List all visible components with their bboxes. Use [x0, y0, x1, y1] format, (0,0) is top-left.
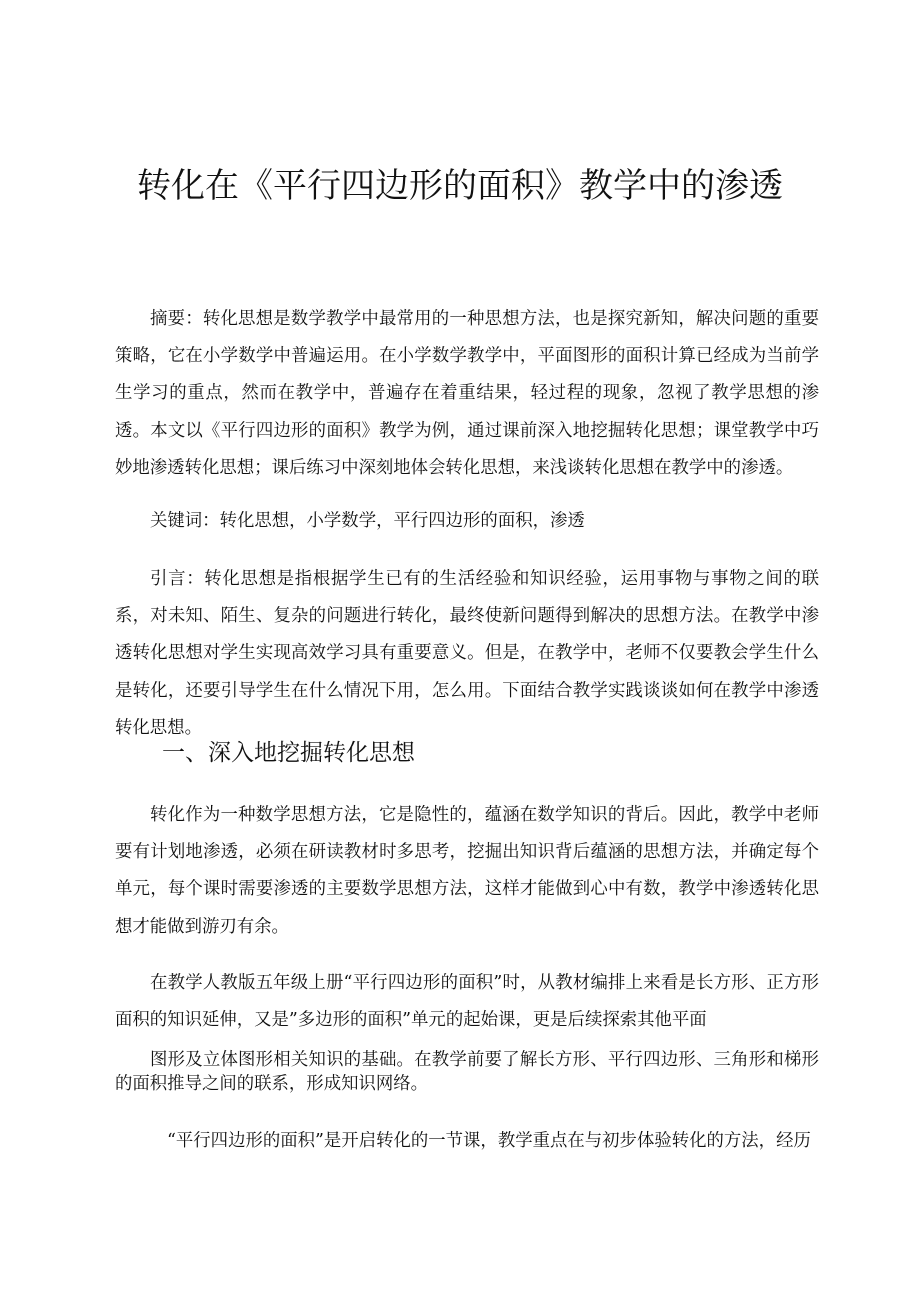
section1-paragraph-1: 转化作为一种数学思想方法，它是隐性的，蕴涵在数学知识的背后。因此，教学中老师要有计划地渗透，必须在研读教材时多思考，挖掘出知识背后蕴涵的思想方法，并确定每个单元，每个课时需要渗透的主要数学思想方法，这样才能做到心中有数，教学中渗透转化思想才能做到游刃有余。 [115, 805, 819, 937]
abstract-paragraph: 摘要：转化思想是数学教学中最常用的一种思想方法，也是探究新知，解决问题的重要策略，它在小学数学中普遍运用。在小学数学教学中，平面图形的面积计算已经成为当前学生学习的重点，然而在教学中，普遍存在着重结果，轻过程的现象，忽视了教学思想的渗透。本文以《平行四边形的面积》教学为例，通过课前深入地挖掘转化思想；课堂教学中巧妙地渗透转化思想；课后练习中深刻地体会转化思想，来浅谈转化思想在教学中的渗透。 [115, 309, 819, 478]
section-heading-1: 一、深入地挖掘转化思想 [162, 740, 415, 766]
document-title: 转化在《平行四边形的面积》教学中的渗透 [137, 166, 783, 206]
section1-paragraph-3: 图形及立体图形相关知识的基础。在教学前要了解长方形、平行四边形、三角形和梯形的面积推导之间的联系，形成知识网络。 [115, 1050, 819, 1094]
intro-paragraph: 引言：转化思想是指根据学生已有的生活经验和知识经验，运用事物与事物之间的联系，对未知、陌生、复杂的问题进行转化，最终使新问题得到解决的思想方法。在教学中渗透转化思想对学生实现高效学习具有重要意义。但是，在教学中，老师不仅要教会学生什么是转化，还要引导学生在什么情况下用，怎么用。下面结合教学实践谈谈如何在教学中渗透转化思想。 [115, 569, 819, 738]
section1-paragraph-4: “平行四边形的面积”是开启转化的一节课，教学重点在与初步体验转化的方法，经历 [167, 1131, 811, 1151]
section1-paragraph-2: 在教学人教版五年级上册“平行四边形的面积”时，从教材编排上来看是长方形、正方形面积的知识延伸，又是”多边形的面积”单元的起始课，更是后续探索其他平面 [115, 973, 819, 1031]
keywords-paragraph: 关键词：转化思想，小学数学，平行四边形的面积，渗透 [150, 511, 585, 531]
